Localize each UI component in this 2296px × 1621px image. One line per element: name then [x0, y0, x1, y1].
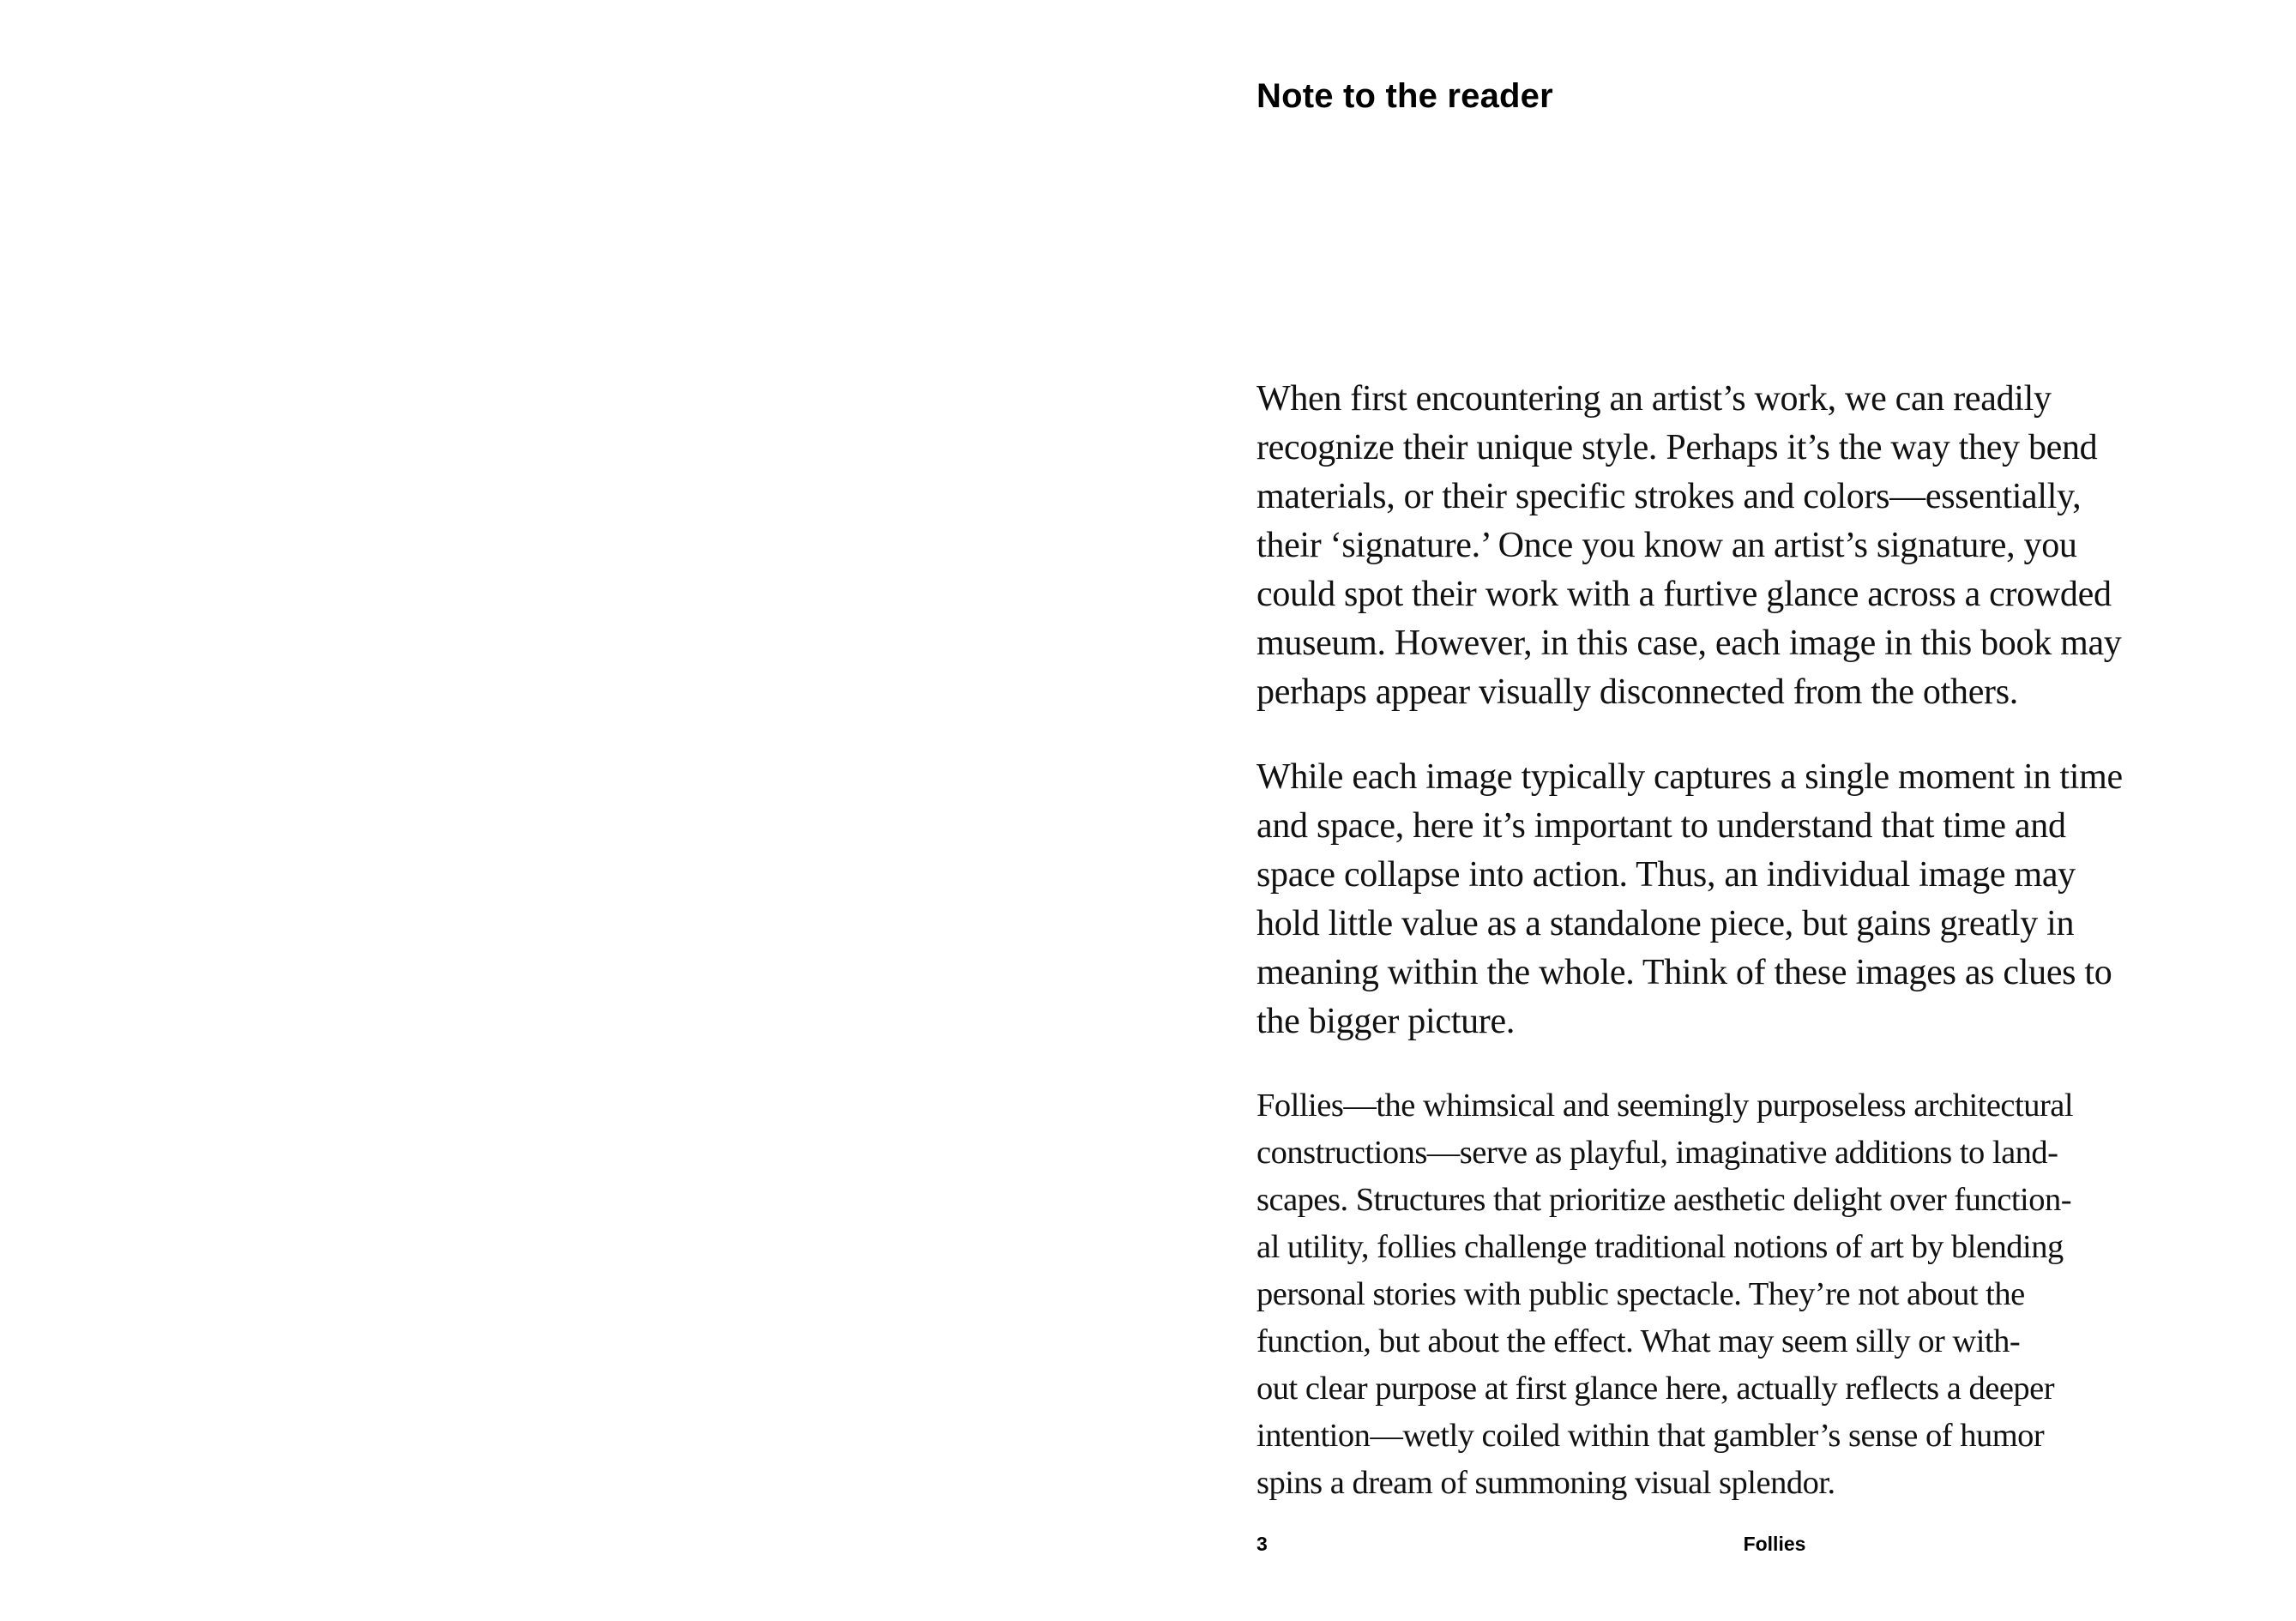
text-line: hold little value as a standalone piece, but gains greatly in	[1256, 904, 2075, 943]
text-line: Follies—the whimsical and seemingly purposeless architectural	[1256, 1088, 2074, 1124]
text-line: intention—wetly coiled within that gambler’s sense of humor	[1256, 1418, 2045, 1454]
text-line: When first encountering an artist’s work, we can readily	[1256, 379, 2052, 419]
text-line: and space, here it’s important to understand that time and	[1256, 806, 2066, 846]
body-text	[1256, 375, 2234, 1507]
text-line: space collapse into action. Thus, an individual image may	[1256, 855, 2076, 895]
text-line: function, but about the effect. What may seem silly or with-	[1256, 1323, 2021, 1359]
text-line: their ‘signature.’ Once you know an artist’s signature, you	[1256, 526, 2077, 565]
text-line: scapes. Structures that prioritize aesthetic delight over function-	[1256, 1182, 2072, 1218]
text-line: museum. However, in this case, each image in this book may	[1256, 624, 2122, 663]
text-line: While each image typically captures a single moment in time	[1256, 757, 2123, 797]
page-number: 3	[1256, 1533, 1268, 1555]
text-line: constructions—serve as playful, imaginative additions to land-	[1256, 1135, 2058, 1171]
text-line: meaning within the whole. Think of these images as clues to	[1256, 953, 2112, 992]
text-line: perhaps appear visually disconnected from the others.	[1256, 672, 2018, 712]
page-footer	[1256, 1532, 2234, 1558]
page-title: Note to the reader	[1256, 77, 1553, 115]
paragraph-3	[1256, 1082, 2234, 1507]
running-title: Follies	[1743, 1533, 1806, 1555]
right-page	[1256, 0, 2234, 1621]
text-line: spins a dream of summoning visual splendor.	[1256, 1465, 1835, 1501]
paragraph-1	[1256, 375, 2234, 717]
text-line: personal stories with public spectacle. They’re not about the	[1256, 1276, 2025, 1312]
text-line: recognize their unique style. Perhaps it’s the way they bend	[1256, 428, 2098, 467]
text-line: the bigger picture.	[1256, 1002, 1516, 1041]
text-line: materials, or their specific strokes and colors—essentially,	[1256, 477, 2082, 516]
text-line: out clear purpose at first glance here, actually reflects a deeper	[1256, 1371, 2055, 1407]
paragraph-2	[1256, 753, 2234, 1046]
text-line: could spot their work with a furtive glance across a crowded	[1256, 575, 2112, 614]
text-line: al utility, follies challenge traditional notions of art by blending	[1256, 1229, 2064, 1265]
